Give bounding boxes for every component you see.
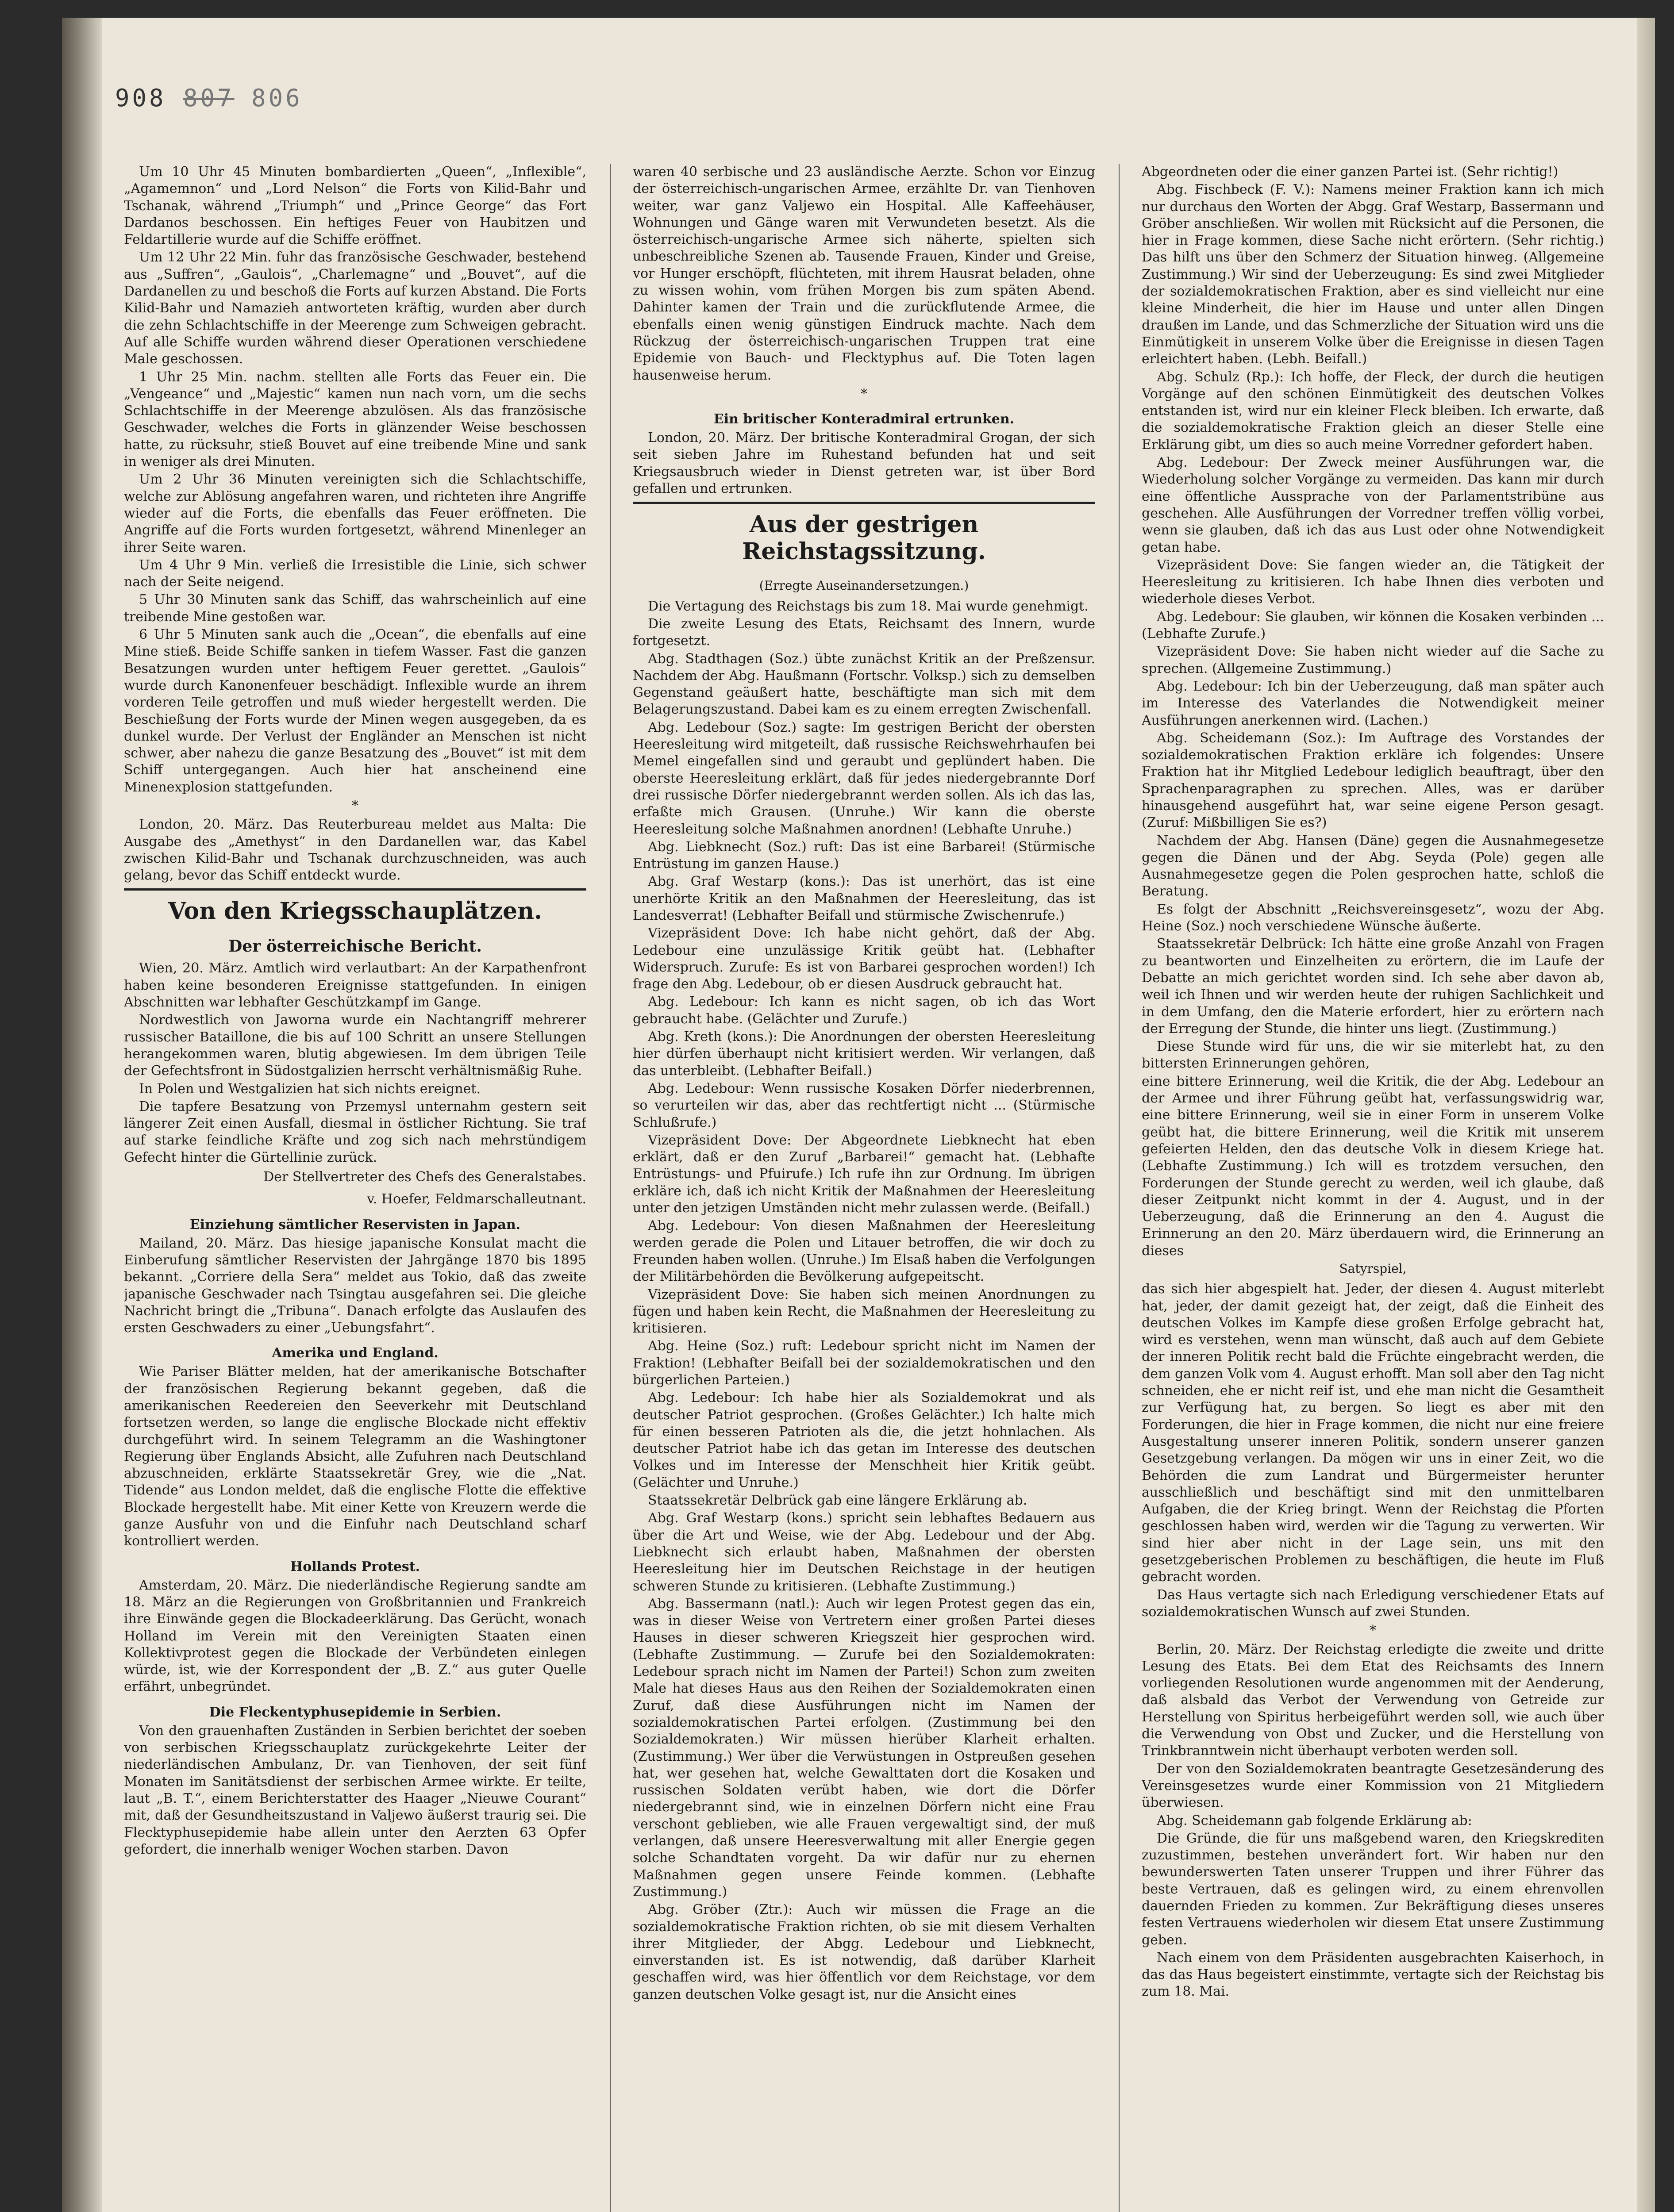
paragraph: Amsterdam, 20. März. Die niederländische Regierung sandte am 18. März an die Regierungen von Großbritannien und Frankreich ihre Einwände gegen die Blockadeerklärung. Das Gerücht, wonach Holland im Verein mit den Vereinigten Staaten einen Kollektivprotest gegen die Blockade der Verbündeten einlegen würde, ist, wie der Korrespondent der „B. Z.“ aus guter Quelle erfährt, unbegründet.: [124, 1577, 586, 1695]
paragraph: Diese Stunde wird für uns, die wir sie miterlebt hat, zu den bittersten Erinnerungen gehören,: [1142, 1039, 1604, 1071]
paragraph: Staatssekretär Delbrück: Ich hätte eine große Anzahl von Fragen zu beantworten und Einzelheiten zu erörtern, die im Laufe der Debatte an mich gerichtet worden sind. Ich sehe aber davon ab, weil ich Ihnen und wir werden heute der ruhigen Sachlichkeit und in dem Umfang, den die Materie erfordert, hier zu erörtern nach der Erregung der Stunde, die hinter uns liegt. (Zustimmung.): [1142, 936, 1604, 1037]
paragraph: Abg. Graf Westarp (kons.) spricht sein lebhaftes Bedauern aus über die Art und Weise, wie der Abg. Ledebour und der Abg. Liebknecht sich erlaubt haben, Maßnahmen der obersten Heeresleitung hier im Deutschen Reichstage in der heutigen schweren Stunde zu kritisieren. (Lebhafte Zustimmung.): [633, 1510, 1095, 1594]
paragraph: das sich hier abgespielt hat. Jeder, der diesen 4. August miterlebt hat, jeder, der damit gezeigt hat, der zeigt, daß die Einheit des deutschen Volkes im Kampfe diese großen Erfolge gebracht hat, wird es verstehen, wenn man wünscht, daß auch auf dem Gebiete der inneren Politik recht bald die Früchte eingebracht werden, die dem ganzen Volk vom 4. August erhofft. Man soll aber den Tag nicht schneiden, ehe er nicht reif ist, und ehe man nicht die Gesamtheit zur Verfügung hat, zu bergen. So liegt es aber mit den Forderungen, die hier in Frage kommen, die nicht nur eine freiere Ausgestaltung unserer inneren Politik, sondern unserer ganzen Gesetzgebung verlangen. Da mögen wir uns in einer Zeit, wo die Behörden die zum Landrat und Bürgermeister herunter ausschließlich und beschäftigt sind mit den unmittelbaren Aufgaben, die der Krieg bringt. Wenn der Reichstag die Pforten geschlossen haben wird, werden wir die Tagung zu verwerten. Wir sind hier aber nicht in der Lage sein, uns mit den gesetzgeberischen Problemen zu beschäftigen, die heute im Fluß gebracht worden.: [1142, 1281, 1604, 1585]
article-heading: Amerika und England.: [272, 1345, 439, 1361]
section-heading: Aus der gestrigen Reichstagssitzung.: [633, 502, 1095, 569]
paragraph: eine bittere Erinnerung, weil die Kritik, die der Abg. Ledebour an der Armee und ihrer Führung geübt hat, verfassungswidrig war, eine bittere Erinnerung, weil sie in einer Form in unserem Volke geübt hat, die bittere Erinnerung, weil die Kritik mit unserem gefeierten Helden, den das deutsche Volk in diesem Kriege hat. (Lebhafte Zustimmung.) Ich will es trotzdem versuchen, den Forderungen der Stunde gerecht zu werden, weil ich glaube, daß dieser Zeitpunkt nicht kommt in der 4. August, und in der Ueberzeugung, daß die Erinnerung an den 4. August die Erinnerung an den 20. März überdauern wird, die Erinnerung an dieses: [1142, 1073, 1604, 1259]
page-edge: [1637, 18, 1655, 2212]
paragraph: Um 12 Uhr 22 Min. fuhr das französische Geschwader, bestehend aus „Suffren“, „Gaulois“, „Charlemagne“ und „Bouvet“, auf die Dardanellen zu und beschoß die Forts auf kurzen Abstand. Die Forts Kilid-Bahr und Namazieh antworteten kräftig, wurden aber durch die zehn Schlachtschiffe in der Meerenge zum Schweigen gebracht. Auf alle Schiffe wurden während dieser Operationen verschiedene Male geschossen.: [124, 250, 586, 367]
column-divider: [610, 164, 611, 2212]
paragraph: Vizepräsident Dove: Sie fangen wieder an, die Tätigkeit der Heeresleitung zu kritisieren. Ich habe Ihnen dies verboten und wiederhole dieses Verbot.: [1142, 557, 1604, 607]
column-2: [633, 164, 1095, 2212]
paragraph: Abg. Ledebour: Von diesen Maßnahmen der Heeresleitung werden gerade die Polen und Litauer betroffen, die wir doch zu Freunden haben wollen. (Unruhe.) Im Elsaß haben die Verfolgungen der Militärbehörden die Bevölkerung aufgepeitscht.: [633, 1218, 1095, 1285]
paragraph: Das Haus vertagte sich nach Erledigung verschiedener Etats auf sozialdemokratischen Wunsch auf zwei Stunden.: [1142, 1587, 1604, 1620]
paragraph: Abg. Stadthagen (Soz.) übte zunächst Kritik an der Preßzensur. Nachdem der Abg. Haußmann (Fortschr. Volksp.) sich zu demselben Gegenstand geäußert hatte, beschäftigte man sich mit dem Belagerungszustand. Dabei kam es zu einem erregten Zwischenfall.: [633, 651, 1095, 718]
paragraph: 5 Uhr 30 Minuten sank das Schiff, das wahrscheinlich auf eine treibende Mine gestoßen war.: [124, 592, 586, 625]
article-heading: Hollands Protest.: [290, 1559, 420, 1575]
paragraph: Abg. Ledebour: Der Zweck meiner Ausführungen war, die Wiederholung solcher Vorgänge zu vermeiden. Das kann mir durch eine öffentliche Aussprache von der Parlamentstribüne aus geschehen. Alle Ausführungen der Vorredner treffen völlig vorbei, wenn sie glauben, daß ich das aus Lust oder ohne Notwendigkeit getan habe.: [1142, 455, 1604, 555]
paragraph: Abg. Heine (Soz.) ruft: Ledebour spricht nicht im Namen der Fraktion! (Lebhafter Beifall bei der sozialdemokratischen und den bürgerlichen Parteien.): [633, 1338, 1095, 1388]
column-divider: [1119, 164, 1120, 2212]
paragraph: Abg. Ledebour: Wenn russische Kosaken Dörfer niederbrennen, so verurteilen wir das, aber das rechtfertigt nicht ... (Stürmische Schlußrufe.): [633, 1080, 1095, 1130]
paragraph: Mailand, 20. März. Das hiesige japanische Konsulat macht die Einberufung sämtlicher Reservisten der Jahrgänge 1870 bis 1895 bekannt. „Corriere della Sera“ meldet aus Tokio, daß das zweite japanische Geschwader nach Tsingtau ausgefahren sei. Die gleiche Nachricht bringt die „Tribuna“. Danach erfolgte das Auslaufen des ersten Geschwaders zu einer „Uebungsfahrt“.: [124, 1235, 586, 1336]
signature-name: v. Hoefer, Feldmarschalleutnant.: [367, 1191, 586, 1207]
paragraph: Abg. Scheidemann gab folgende Erklärung ab:: [1157, 1813, 1472, 1828]
paragraph: Nach einem von dem Präsidenten ausgebrachten Kaiserhoch, in das das Haus begeistert einstimmte, vertagte sich der Reichstag bis zum 18. Mai.: [1142, 1950, 1604, 2000]
article-heading: Der österreichische Bericht.: [228, 937, 482, 956]
subheading: Satyrspiel,: [1339, 1261, 1407, 1276]
page-number: [115, 84, 303, 112]
paragraph: Abg. Graf Westarp (kons.): Das ist unerhört, das ist eine unerhörte Kritik an den Maßnahmen der Heeresleitung, das ist Landesverrat! (Lebhafter Beifall und stürmische Zwischenrufe.): [633, 874, 1095, 923]
paragraph: London, 20. März. Der britische Konteradmiral Grogan, der sich seit sieben Jahre im Ruhestand befunden hat und seit Kriegsausbruch wieder in Dienst getreten war, ist über Bord gefallen und ertrunken.: [633, 430, 1095, 497]
paragraph: Die zweite Lesung des Etats, Reichsamt des Innern, wurde fortgesetzt.: [633, 616, 1095, 649]
page-number-right: 806: [251, 84, 303, 112]
paragraph: Die Vertagung des Reichstags bis zum 18. Mai wurde genehmigt.: [648, 598, 1089, 614]
newspaper-page: [62, 18, 1655, 2212]
paragraph: Nordwestlich von Jaworna wurde ein Nachtangriff mehrerer russischer Bataillone, die bis auf 100 Schritt an unsere Stellungen herangekommen waren, blutig abgewiesen. Im dem übrigen Teile der Gefechtsfront in Südostgalizien herrscht verhältnismäßig Ruhe.: [124, 1012, 586, 1079]
paragraph: Wien, 20. März. Amtlich wird verlautbart: An der Karpathenfront haben keine besonderen Ereignisse stattgefunden. In einigen Abschnitten war lebhafter Geschützkampf im Gange.: [124, 960, 586, 1010]
paragraph: Abg. Ledebour: Sie glauben, wir können die Kosaken verbinden ... (Lebhafte Zurufe.): [1142, 609, 1604, 642]
paragraph: Vizepräsident Dove: Sie haben nicht wieder auf die Sache zu sprechen. (Allgemeine Zustimmung.): [1142, 644, 1604, 676]
page-number-current: 908: [115, 84, 184, 112]
paragraph: Die Gründe, die für uns maßgebend waren, den Kriegskrediten zuzustimmen, bestehen unverändert fort. Wir haben nur den bewunderswerten Taten unserer Truppen und ihrer Führer das beste Vertrauen, daß es gelingen wird, zu einem ehrenvollen dauernden Frieden zu kommen. Zur Bekräftigung dieses unseres festen Vertrauens wiederholen wir diesem Etat unsere Zustimmung geben.: [1142, 1830, 1604, 1948]
paragraph: Wie Pariser Blätter melden, hat der amerikanische Botschafter der französischen Regierung bekannt gegeben, daß die amerikanischen Reedereien den Seeverkehr mit Deutschland fortsetzen werden, so lange die englische Blockade nicht effektiv durchgeführt wird. In seinem Telegramm an die Washingtoner Regierung über Englands Absicht, alle Zufuhren nach Deutschland abzuschneiden, erklärte Staatssekretär Grey, wie die „Nat. Tidende“ aus London meldet, daß die englische Flotte die effektive Blockade hergestellt habe. Mit einer Kette von Kreuzern werde die ganze Ausfuhr von und die Einfuhr nach Deutschland scharf kontrolliert werden.: [124, 1364, 586, 1549]
separator-star: *: [352, 798, 358, 814]
paragraph: Abgeordneten oder die einer ganzen Partei ist. (Sehr richtig!): [1142, 164, 1559, 180]
paragraph: 1 Uhr 25 Min. nachm. stellten alle Forts das Feuer ein. Die „Vengeance“ und „Majestic“ kamen nun nach vorn, um die sechs Schlachtschiffe in der Meerenge abzulösen. Als das französische Geschwader, welches die Forts in glänzender Weise beschossen hatte, zu rücksuhr, stieß Bouvet auf eine treibende Mine und sank in weniger als drei Minuten.: [124, 369, 586, 470]
paragraph: Abg. Scheidemann (Soz.): Im Auftrage des Vorstandes der sozialdemokratischen Fraktion erkläre ich folgendes: Unsere Fraktion hat ihr Mitglied Ledebour lediglich beauftragt, über den Sprachenparagraphen zu sprechen. Alles, was er darüber hinausgehend ausgeführt hat, war seine eigene Person gesagt. (Zuruf: Mißbilligen Sie es?): [1142, 730, 1604, 831]
paragraph: Abg. Liebknecht (Soz.) ruft: Das ist eine Barbarei! (Stürmische Entrüstung im ganzen Hause.): [633, 839, 1095, 872]
page-number-struck: 807: [183, 84, 235, 112]
paragraph: Um 2 Uhr 36 Minuten vereinigten sich die Schlachtschiffe, welche zur Ablösung angefahren waren, und richteten ihre Angriffe wieder auf die Forts, die ebenfalls das Feuer eröffneten. Die Angriffe auf die Forts wurden fortgesetzt, während Minenleger an ihrer Seite waren.: [124, 472, 586, 555]
paragraph: Abg. Fischbeck (F. V.): Namens meiner Fraktion kann ich mich nur durchaus den Worten der Abgg. Graf Westarp, Bassermann und Gröber anschließen. Wir wollen mit Rücksicht auf die Personen, die hier in Frage kommen, diese Sache nicht erörtern. (Sehr richtig.) Das hilft uns über den Schmerz der Situation hinweg. (Allgemeine Zustimmung.) Wir sind der Ueberzeugung: Es sind zwei Mitglieder der sozialdemokratischen Fraktion, aber es sind vielleicht nur eine kleine Minderheit, die hier im Hause und unter allen Dingen draußen im Lande, und das Schmerzliche der Situation wird uns die Einmütigkeit in unserem Volke über die Ereignisse in diesen Tagen erleichtert haben. (Lebh. Beifall.): [1142, 182, 1604, 367]
article-heading: Einziehung sämtlicher Reservisten in Japan.: [189, 1217, 521, 1233]
paragraph: Um 10 Uhr 45 Minuten bombardierten „Queen“, „Inflexible“, „Agamemnon“ und „Lord Nelson“ die Forts von Kilid-Bahr und Tschanak, während „Triumph“ und „Prince George“ das Fort Dardanos beschossen. Ein heftiges Feuer von Haubitzen und Feldartillerie wurde auf die Schiffe eröffnet.: [124, 164, 586, 248]
paragraph: Die tapfere Besatzung von Przemysl unternahm gestern seit längerer Zeit einen Ausfall, diesmal in östlicher Richtung. Sie traf auf starke feindliche Kräfte und zog sich nach mehrstündigem Gefecht hinter die Gürtellinie zurück.: [124, 1098, 586, 1165]
paragraph: Abg. Kreth (kons.): Die Anordnungen der obersten Heeresleitung hier dürfen überhaupt nicht kritisiert werden. Wir verlangen, daß das unterbleibt. (Lebhafter Beifall.): [633, 1029, 1095, 1079]
paragraph: London, 20. März. Das Reuterbureau meldet aus Malta: Die Ausgabe des „Amethyst“ in den Dardanellen war, das Kabel zwischen Kilid-Bahr und Tschanak durchzuschneiden, was auch gelang, bevor das Schiff entdeckt wurde.: [124, 817, 586, 883]
paragraph: Vizepräsident Dove: Der Abgeordnete Liebknecht hat eben erklärt, daß er den Zuruf „Barbarei!“ gemacht hat. (Lebhafte Entrüstungs- und Pfuirufe.) Ich rufe ihn zur Ordnung. Im übrigen erkläre ich, daß ich nicht Kritik der Maßnahmen der Heeresleitung unter den jetzigen Umständen nicht mehr zulassen werde. (Beifall.): [633, 1132, 1095, 1216]
paragraph: Es folgt der Abschnitt „Reichsvereinsgesetz“, wozu der Abg. Heine (Soz.) noch verschiedene Wünsche äußerte.: [1142, 901, 1604, 934]
paragraph: Staatssekretär Delbrück gab eine längere Erklärung ab.: [648, 1493, 1027, 1509]
column-3: [1142, 164, 1604, 2212]
signature-line: Der Stellvertreter des Chefs des Generalstabes.: [263, 1169, 586, 1185]
paragraph: Vizepräsident Dove: Ich habe nicht gehört, daß der Abg. Ledebour eine unzulässige Kritik geübt hat. (Lebhafter Widerspruch. Zurufe: Es ist von Barbarei gesprochen worden!) Ich frage den Abg. Ledebour, ob er diesen Ausdruck gebraucht hat.: [633, 926, 1095, 992]
article-heading: Ein britischer Konteradmiral ertrunken.: [713, 411, 1015, 427]
paragraph: Abg. Ledebour (Soz.) sagte: Im gestrigen Bericht der obersten Heeresleitung wird mitgeteilt, daß russische Reichswehrhaufen bei Memel eingefallen sind und geraubt und geplündert haben. Die oberste Heeresleitung erklärt, daß für jedes niedergebrannte Dorf drei russische Dörfer niedergebrannt werden sollen. Als ich das las, erfaßte mich Grausen. (Unruhe.) Wir kann die oberste Heeresleitung solche Maßnahmen anordnen! (Lebhafte Unruhe.): [633, 719, 1095, 837]
paragraph: Abg. Ledebour: Ich bin der Ueberzeugung, daß man später auch im Interesse des Vaterlandes die Notwendigkeit meiner Ausführungen anerkennen wird. (Lachen.): [1142, 678, 1604, 728]
paragraph: Von den grauenhaften Zuständen in Serbien berichtet der soeben von serbischen Kriegsschauplatz zurückgekehrte Leiter der niederländischen Ambulanz, Dr. van Tienhoven, der seit fünf Monaten im Sanitätsdienst der serbischen Armee wirkte. Er teilte, laut „B. T.“, einem Berichterstatter des Haager „Nieuwe Courant“ mit, daß der Gesundheitszustand in Valjewo äußerst traurig sei. Die Flecktyphusepidemie habe allein unter den Aerzten 63 Opfer gefordert, die innerhalb weniger Wochen starben. Davon: [124, 1723, 586, 1857]
paragraph: Abg. Gröber (Ztr.): Auch wir müssen die Frage an die sozialdemokratische Fraktion richten, ob sie mit diesem Verhalten ihrer Mitglieder, der Abgg. Ledebour und Liebknecht, einverstanden ist. Es ist notwendig, daß darüber Klarheit geschaffen wird, was hier öffentlich vor dem Reichstage, vor dem ganzen deutschen Volke gesagt ist, nur die Ansicht eines: [633, 1902, 1095, 2002]
column-1: [124, 164, 586, 2212]
article-heading: Die Fleckentyphusepidemie in Serbien.: [209, 1704, 501, 1720]
separator-star: *: [861, 386, 867, 402]
paragraph: Abg. Schulz (Rp.): Ich hoffe, der Fleck, der durch die heutigen Vorgänge auf den schönen Einmütigkeit des deutschen Volkes entstanden ist, wird nur ein kleiner Fleck bleiben. Ich erwarte, daß die sozialdemokratische Fraktion gleich an dieser Stelle eine Erklärung gibt, um dies so auch meine Vorredner gefordert haben.: [1142, 369, 1604, 453]
section-heading: Von den Kriegsschauplätzen.: [124, 888, 586, 929]
separator-star: *: [1370, 1623, 1376, 1639]
paragraph: Um 4 Uhr 9 Min. verließ die Irresistible die Linie, sich schwer nach der Seite neigend.: [124, 557, 586, 590]
paragraph: 6 Uhr 5 Minuten sank auch die „Ocean“, die ebenfalls auf eine Mine stieß. Beide Schiffe sanken in tiefem Wasser. Fast die ganzen Besatzungen wurden unter heftigem Feuer gerettet. „Gaulois“ wurde durch Kanonenfeuer beschädigt. Inflexible wurde an ihrem vorderen Teile getroffen und muß wieder hergestellt werden. Die Beschießung der Forts wurde der Minen wegen ausgegeben, da es dunkel wurde. Der Verlust der Engländer an Menschen ist nicht schwer, aber nahezu die ganze Besatzung des „Bouvet“ ist mit dem Schiff untergegangen. Auch hier hat anscheinend eine Minenexplosion stattgefunden.: [124, 627, 586, 795]
paragraph: Nachdem der Abg. Hansen (Däne) gegen die Ausnahmegesetze gegen die Dänen und der Abg. Seyda (Pole) gegen alle Ausnahmegesetze gegen die Polen gesprochen hatte, schloß die Beratung.: [1142, 833, 1604, 899]
paragraph: Abg. Ledebour: Ich kann es nicht sagen, ob ich das Wort gebraucht habe. (Gelächter und Zurufe.): [633, 994, 1095, 1027]
paragraph: Der von den Sozialdemokraten beantragte Gesetzesänderung des Vereinsgesetzes wurde einer Kommission von 21 Mitgliedern überwiesen.: [1142, 1761, 1604, 1811]
paragraph: waren 40 serbische und 23 ausländische Aerzte. Schon vor Einzug der österreichisch-ungarischen Armee, erzählte Dr. van Tienhoven weiter, war ganz Valjewo ein Hospital. Alle Kaffeehäuser, Wohnungen und Gänge waren mit Verwundeten besetzt. Als die österreichisch-ungarische Armee sich näherte, spielten sich unbeschreibliche Szenen ab. Tausende Frauen, Kinder und Greise, vor Hunger erschöpft, flüchteten, mit ihrem Hausrat beladen, ohne zu wissen wohin, vom frühen Morgen bis zum späten Abend. Dahinter kamen der Train und die zurückflutende Armee, die ebenfalls einen wenig günstigen Eindruck machte. Nach dem Rückzug der österreichisch-ungarischen Truppen trat eine Epidemie von Bauch- und Flecktyphus auf. Die Toten lagen hausenweise herum.: [633, 164, 1095, 383]
paragraph: In Polen und Westgalizien hat sich nichts ereignet.: [139, 1081, 481, 1097]
paragraph: Berlin, 20. März. Der Reichstag erledigte die zweite und dritte Lesung des Etats. Bei dem Etat des Reichsamts des Innern vorliegenden Resolutionen wurde angenommen mit der Aenderung, daß alsbald das Verbot der Verwendung von Getreide zur Herstellung von Spiritus herbeigeführt werden soll, wie auch über die Verwendung von Obst und Zucker, und die Herstellung von Trinkbranntwein nicht überhaupt verboten werden soll.: [1142, 1641, 1604, 1759]
book-binding-edge: [62, 18, 102, 2212]
subheading: (Erregte Auseinandersetzungen.): [759, 578, 969, 593]
paragraph: Vizepräsident Dove: Sie haben sich meinen Anordnungen zu fügen und haben kein Recht, die Maßnahmen der Heeresleitung zu kritisieren.: [633, 1286, 1095, 1336]
paragraph: Abg. Ledebour: Ich habe hier als Sozialdemokrat und als deutscher Patriot gesprochen. (Großes Gelächter.) Ich halte mich für einen besseren Patrioten als die, die jetzt hohnlachen. Als deutscher Patriot habe ich das getan im Interesse des deutschen Volkes und im Interesse der Menschheit hier Kritik geübt. (Gelächter und Unruhe.): [633, 1390, 1095, 1490]
paragraph: Abg. Bassermann (natl.): Auch wir legen Protest gegen das ein, was in dieser Weise von Vertretern einer großen Partei dieses Hauses in dieser schweren Kriegszeit hier gesprochen wird. (Lebhafte Zustimmung. — Zurufe bei den Sozialdemokraten: Ledebour sprach nicht im Namen der Partei!) Schon zum zweiten Male hat dieses Haus aus den Reihen der Sozialdemokraten einen Zuruf, daß diese Ausführungen nicht im Namen der sozialdemokratischen Partei erfolgen. (Zustimmung bei den Sozialdemokraten.) Wir müssen hierüber Klarheit erhalten. (Zustimmung.) Wer über die Verwüstungen in Ostpreußen gesehen hat, wer gesehen hat, welche Gewalttaten dort die Kosaken und russischen Soldaten verübt haben, wie dort die Dörfer niedergebrannt sind, wie in einzelnen Dörfern nicht eine Frau verschont geblieben, wie alle Frauen vergewaltigt sind, der muß verlangen, daß unsere Heeresverwaltung mit aller Energie gegen solche Schandtaten vorgeht. Da wir dafür nur zu ehernen Maßnahmen gegen unsere Feinde kommen. (Lebhafte Zustimmung.): [633, 1596, 1095, 1900]
